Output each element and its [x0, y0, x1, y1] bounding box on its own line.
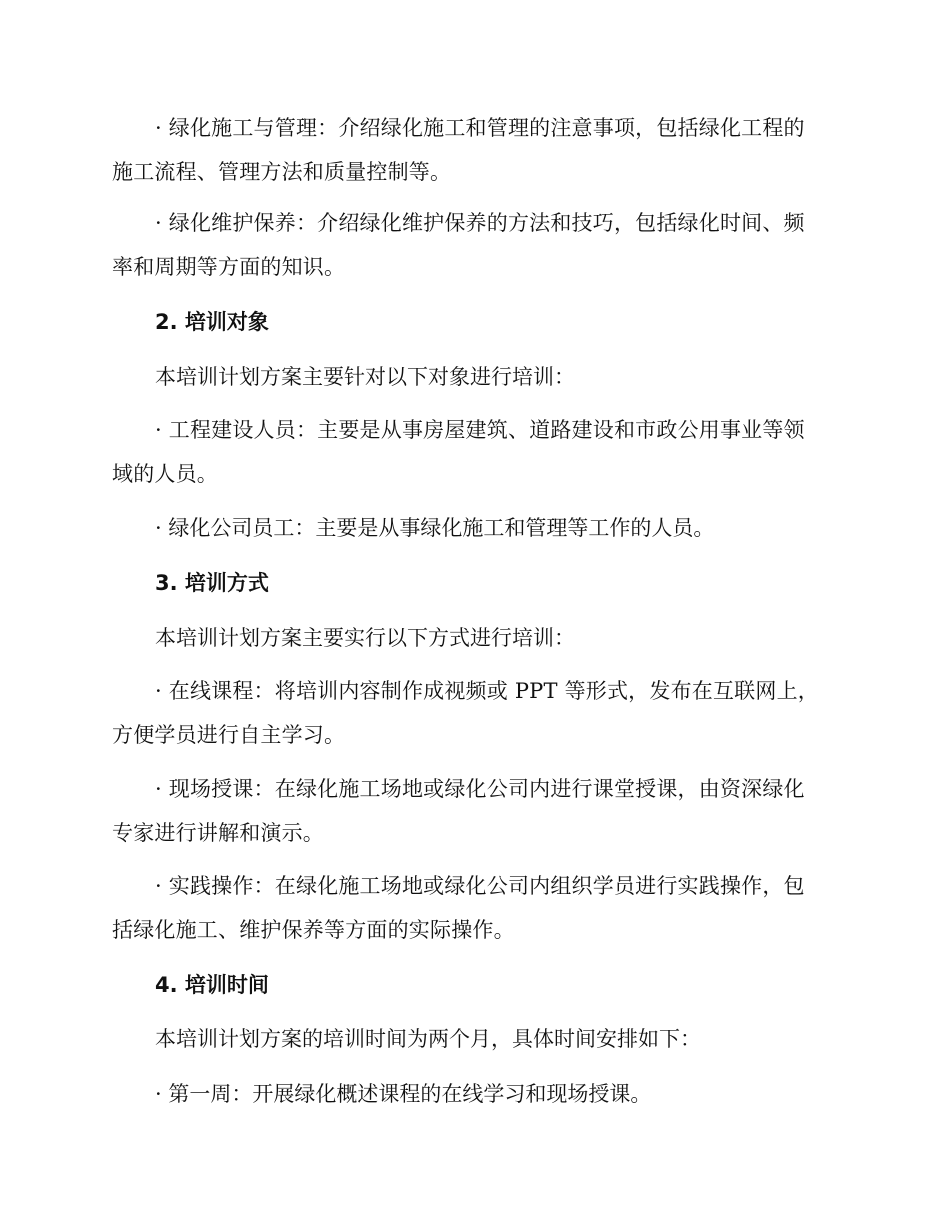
list-item-greening-construction: · 绿化施工与管理：介绍绿化施工和管理的注意事项，包括绿化工程的施工流程、管理方法和质量控制等。	[112, 116, 805, 184]
paragraph-training-targets-intro: 本培训计划方案主要针对以下对象进行培训：	[155, 365, 575, 389]
list-item-onsite-teaching: · 现场授课：在绿化施工场地或绿化公司内进行课堂授课，由资深绿化专家进行讲解和演示。	[112, 777, 805, 845]
section-heading-training-targets: 2. 培训对象	[155, 310, 269, 334]
list-item-greening-company-staff: · 绿化公司员工：主要是从事绿化施工和管理等工作的人员。	[155, 516, 715, 540]
paragraph-training-time-intro: 本培训计划方案的培训时间为两个月，具体时间安排如下：	[155, 1027, 701, 1051]
section-heading-training-time: 4. 培训时间	[155, 973, 269, 997]
list-item-online-course: · 在线课程：将培训内容制作成视频或 PPT 等形式，发布在互联网上，方便学员进行自主学习。	[112, 679, 819, 747]
list-item-practice: · 实践操作：在绿化施工场地或绿化公司内组织学员进行实践操作，包括绿化施工、维护保养等方面的实际操作。	[112, 874, 805, 942]
list-item-week-1: · 第一周：开展绿化概述课程的在线学习和现场授课。	[155, 1082, 652, 1106]
section-heading-training-methods: 3. 培训方式	[155, 571, 269, 595]
list-item-engineering-staff: · 工程建设人员：主要是从事房屋建筑、道路建设和市政公用事业等领域的人员。	[112, 418, 805, 486]
paragraph-training-methods-intro: 本培训计划方案主要实行以下方式进行培训：	[155, 626, 575, 650]
list-item-greening-maintenance: · 绿化维护保养：介绍绿化维护保养的方法和技巧，包括绿化时间、频率和周期等方面的知识。	[112, 211, 805, 279]
